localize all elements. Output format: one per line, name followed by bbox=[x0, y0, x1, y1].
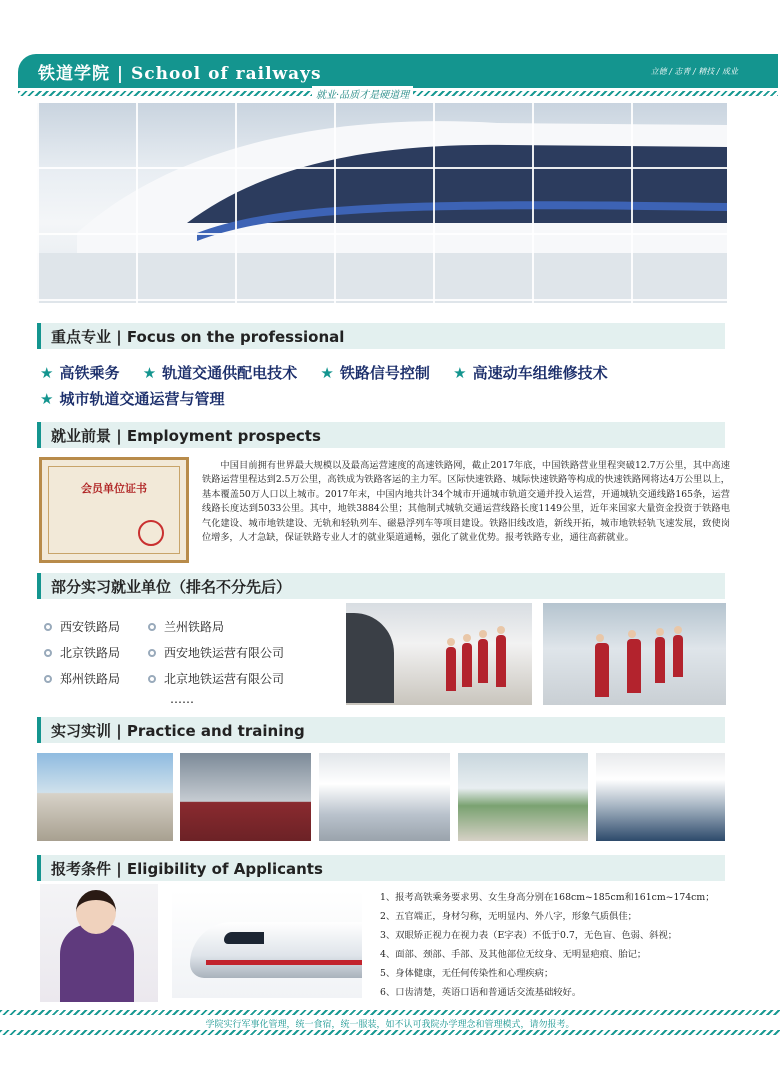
motto: 就业·品质才是硬道理 bbox=[312, 86, 413, 101]
seal-icon bbox=[138, 520, 164, 546]
attendant-figure bbox=[478, 639, 488, 683]
list-item: 郑州铁路局 bbox=[44, 670, 120, 687]
attendant-figure bbox=[446, 647, 456, 691]
section-focus bbox=[37, 323, 725, 349]
majors-list bbox=[40, 360, 740, 412]
campus-building-photo bbox=[37, 753, 173, 841]
hero-grid-overlay bbox=[37, 103, 727, 303]
section-title-training: 实习实训 | Practice and training bbox=[51, 721, 305, 740]
student-group-photo bbox=[180, 753, 311, 841]
train-stripe-shape bbox=[206, 960, 362, 965]
list-item: 2、五官端正，身材匀称，无明显内、外八字，形象气质俱佳； bbox=[380, 911, 637, 922]
major-item: ★ 城市轨道交通运营与管理 bbox=[40, 390, 225, 408]
major-item: ★ 高速动车组维修技术 bbox=[453, 364, 608, 382]
attendant-figure bbox=[655, 637, 665, 683]
header-bar bbox=[18, 54, 778, 88]
flight-attendant-photo bbox=[40, 884, 158, 1002]
attendant-figure bbox=[595, 643, 609, 697]
section-title-partners: 部分实习就业单位（排名不分先后） bbox=[51, 577, 292, 596]
bullet-icon bbox=[148, 649, 156, 657]
train-window-shape bbox=[224, 932, 264, 944]
decorative-stripe bbox=[0, 1010, 780, 1015]
list-item: 北京地铁运营有限公司 bbox=[148, 670, 284, 687]
train-nose-shape bbox=[346, 613, 394, 703]
attendant-figure bbox=[627, 639, 641, 693]
top-margin bbox=[0, 0, 780, 52]
bullet-icon bbox=[148, 623, 156, 631]
list-item: 兰州铁路局 bbox=[148, 618, 224, 635]
railway-model-photo bbox=[458, 753, 588, 841]
train-interior-photo bbox=[596, 753, 725, 841]
station-hall-attendants-photo bbox=[543, 603, 726, 705]
list-item: 5、身体健康，无任何传染性和心理疾病； bbox=[380, 968, 554, 979]
list-item: 西安地铁运营有限公司 bbox=[148, 644, 284, 661]
section-training bbox=[37, 717, 725, 743]
section-partners bbox=[37, 573, 725, 599]
bullet-icon bbox=[44, 649, 52, 657]
header-tagline: 立德 / 志青 / 精技 / 成业 bbox=[650, 67, 738, 76]
page-title: 铁道学院 | School of railways bbox=[38, 63, 322, 84]
major-item: ★ 轨道交通供配电技术 bbox=[142, 364, 298, 382]
list-item: 西安铁路局 bbox=[44, 618, 120, 635]
platform-attendants-photo bbox=[346, 603, 532, 705]
certificate-title: 会员单位证书 bbox=[81, 482, 147, 495]
hero-train-image bbox=[37, 103, 727, 303]
attendant-figure bbox=[673, 635, 683, 677]
list-item: 4、面部、颈部、手部、及其他部位无纹身、无明显疤痕、胎记； bbox=[380, 949, 647, 960]
list-item: 北京铁路局 bbox=[44, 644, 120, 661]
section-title-employment: 就业前景 | Employment prospects bbox=[51, 426, 321, 445]
major-item: ★ 高铁乘务 bbox=[40, 364, 120, 382]
employment-paragraph: 中国目前拥有世界最大规模以及最高运营速度的高速铁路网，截止2017年底，中国铁路营业里程突破12.7万公里，其中高速铁路运营里程达到2.5万公里，高铁成为铁路客运的主力军。区际快速铁路、城际快速铁路等构成的快速铁路网将达4万公里以上，基本覆盖50万人口以上城市。2017年末，中国内地共计34个城市开通城市轨道交通并投入运营，开通城轨交通线路165条，运营线路长度达到5033公里。其中，地铁3884公里；其他制式城轨交通运营线路长度1149公里，近年来国家大量资金投资于铁路电气化建设、城市地铁建设、无轨和轻轨列车、磁悬浮列车等项目建设。铁路旧线改造，新线开拓，城市地铁轻轨飞速发展，致使岗位增多，人才急缺，保证铁路专业人才的就业渠道通畅，强化了就业优势。报考铁路专业，通往高薪就业。 bbox=[202, 460, 730, 544]
section-employment bbox=[37, 422, 725, 448]
major-item: ★ 铁路信号控制 bbox=[320, 364, 430, 382]
membership-certificate-image bbox=[39, 457, 189, 563]
list-item: 6、口齿清楚，英语口语和普通话交流基础较好。 bbox=[380, 987, 582, 998]
bullet-train-image bbox=[172, 890, 362, 998]
footer-notice: 学院实行军事化管理，统一食宿，统一服装，如不认可我院办学理念和管理模式，请勿报考。 bbox=[205, 1020, 575, 1030]
section-title-eligibility: 报考条件 | Eligibility of Applicants bbox=[51, 859, 323, 878]
attendant-figure bbox=[496, 635, 506, 687]
section-title-focus: 重点专业 | Focus on the professional bbox=[51, 327, 345, 346]
bullet-icon bbox=[44, 623, 52, 631]
star-icon: ★ bbox=[142, 364, 157, 382]
attendant-figure bbox=[462, 643, 472, 687]
more-ellipsis: …… bbox=[170, 692, 194, 706]
section-eligibility bbox=[37, 855, 725, 881]
train-body-shape bbox=[190, 922, 362, 978]
bullet-icon bbox=[44, 675, 52, 683]
star-icon: ★ bbox=[40, 364, 54, 382]
bullet-icon bbox=[148, 675, 156, 683]
list-item: 1、报考高铁乘务要求男、女生身高分别在168cm~185cm和161cm~174cm； bbox=[380, 892, 715, 903]
list-item: 3、双眼矫正视力在视力表（E字表）不低于0.7，无色盲、色弱、斜视； bbox=[380, 930, 678, 941]
uniform-shape bbox=[60, 924, 134, 1002]
decorative-stripe bbox=[0, 1030, 780, 1035]
star-icon: ★ bbox=[320, 364, 334, 382]
training-train-photo bbox=[319, 753, 450, 841]
head-shape bbox=[76, 890, 116, 934]
star-icon: ★ bbox=[40, 390, 54, 408]
star-icon: ★ bbox=[453, 364, 467, 382]
